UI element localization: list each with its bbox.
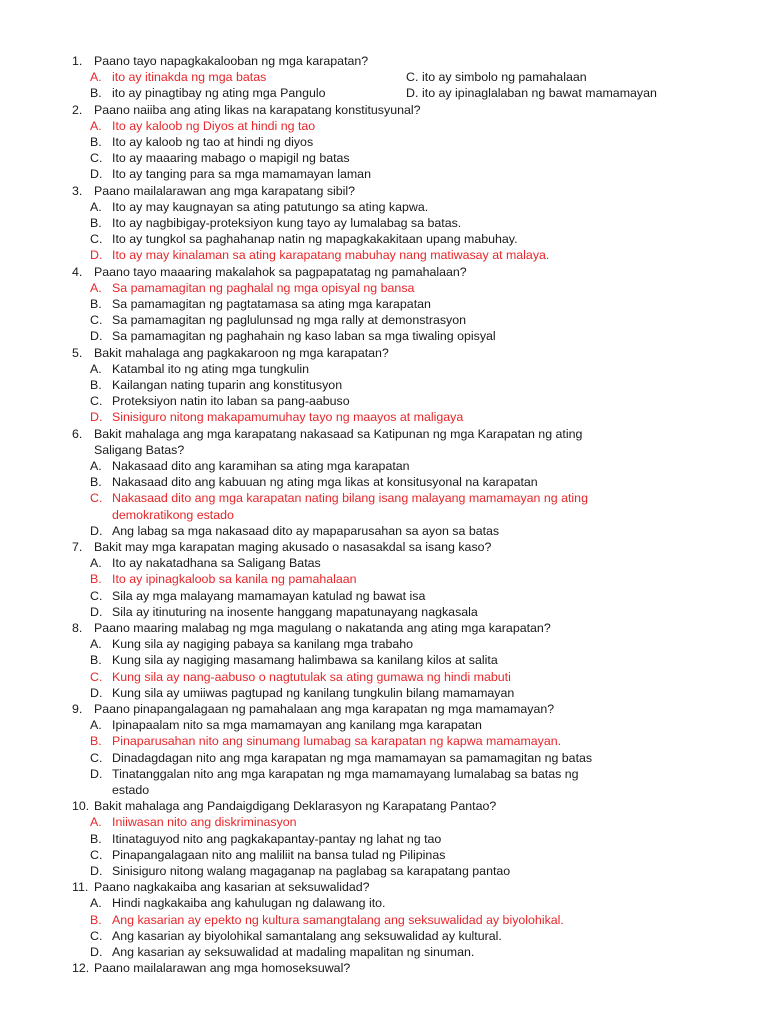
option-text: Katambal ito ng ating mga tungkulin bbox=[112, 361, 309, 376]
option-a bbox=[90, 69, 266, 85]
option-letter: D. bbox=[90, 410, 103, 425]
option-d bbox=[90, 863, 510, 879]
question-text-continued: Saligang Batas? bbox=[94, 442, 185, 457]
option-letter: B. bbox=[90, 378, 102, 392]
option-letter: B. bbox=[90, 734, 102, 749]
option-letter: D. bbox=[90, 864, 103, 878]
question-5 bbox=[72, 345, 389, 361]
option-letter: D. bbox=[90, 945, 103, 959]
question-12 bbox=[72, 960, 350, 976]
option-a bbox=[90, 814, 297, 830]
option-text: Sa pamamagitan ng paglulunsad ng mga rally at demonstrasyon bbox=[112, 313, 467, 328]
option-letter: C. bbox=[90, 588, 103, 603]
option-c bbox=[90, 393, 350, 409]
option-text: Ito ay may kinalaman sa ating karapatang mabuhay nang matiwasay at malaya. bbox=[112, 248, 550, 263]
question-number: 8. bbox=[72, 621, 83, 635]
option-d bbox=[90, 766, 579, 782]
option-letter: A. bbox=[90, 815, 102, 830]
option-text: Sa pamamagitan ng paghalal ng mga opisyal ng bansa bbox=[112, 280, 415, 295]
question-number: 5. bbox=[72, 345, 83, 360]
option-letter: A. bbox=[90, 280, 102, 295]
option-letter: B. bbox=[90, 572, 102, 587]
option-letter: C. bbox=[90, 491, 103, 506]
option-b bbox=[90, 134, 313, 150]
option-text: ito ay simbolo ng pamahalaan bbox=[422, 70, 587, 85]
option-letter: B. bbox=[90, 297, 102, 311]
option-letter: C. bbox=[406, 70, 419, 85]
option-text: Ito ay nakatadhana sa Saligang Batas bbox=[112, 556, 321, 571]
question-number: 9. bbox=[72, 702, 83, 716]
option-c bbox=[90, 669, 511, 685]
option-letter: D. bbox=[90, 523, 103, 538]
option-c bbox=[90, 231, 518, 247]
option-text: Pinaparusahan nito ang sinumang lumabag sa karapatan ng kapwa mamamayan. bbox=[112, 734, 562, 749]
option-letter: C. bbox=[90, 394, 103, 409]
option-letter: A. bbox=[90, 361, 102, 376]
option-a bbox=[90, 895, 386, 911]
option-text: Proteksiyon natin ito laban sa pang-aabuso bbox=[112, 394, 350, 409]
option-text: Sinisiguro nitong makapamumuhay tayo ng maayos at maligaya bbox=[112, 410, 464, 425]
option-d bbox=[90, 409, 463, 425]
option-a bbox=[90, 280, 414, 296]
option-letter: D. bbox=[90, 248, 103, 263]
option-letter: A. bbox=[90, 718, 102, 733]
option-text: ito ay pinagtibay ng ating mga Pangulo bbox=[112, 86, 326, 101]
option-text: Nakasaad dito ang karamihan sa ating mga karapatan bbox=[112, 459, 410, 473]
option-text: Kung sila ay nang-aabuso o nagtutulak sa ating gumawa ng hindi mabuti bbox=[112, 669, 511, 684]
option-b bbox=[90, 912, 564, 928]
option-d bbox=[90, 523, 499, 539]
option-letter: B. bbox=[90, 216, 102, 230]
option-b bbox=[90, 85, 326, 101]
option-text: Itinataguyod nito ang pagkakapantay-pantay ng lahat ng tao bbox=[112, 831, 442, 846]
option-letter: D. bbox=[90, 329, 103, 344]
question-text: Paano pinapangalagaan ng pamahalaan ang mga karapatan ng mga mamamayan? bbox=[94, 702, 555, 716]
option-letter: A. bbox=[90, 199, 102, 214]
option-text: Kung sila ay umiiwas pagtupad ng kanilang tungkulin bilang mamamayan bbox=[112, 685, 515, 700]
option-c bbox=[406, 69, 587, 85]
option-b bbox=[90, 215, 461, 231]
question-3 bbox=[72, 183, 355, 199]
option-c bbox=[90, 750, 592, 766]
question-number: 2. bbox=[72, 102, 83, 117]
option-a bbox=[90, 199, 428, 215]
question-11 bbox=[72, 879, 370, 895]
option-text: Dinadagdagan nito ang mga karapatan ng mga mamamayan sa pamamagitan ng batas bbox=[112, 750, 593, 765]
option-text: Ito ay ipinagkaloob sa kanila ng pamahalaan bbox=[112, 572, 357, 587]
option-text: Iniiwasan nito ang diskriminasyon bbox=[112, 815, 297, 830]
option-letter: C. bbox=[90, 232, 103, 247]
option-text: Ito ay kaloob ng tao at hindi ng diyos bbox=[112, 135, 314, 149]
question-number: 12. bbox=[72, 961, 90, 976]
question-number: 11. bbox=[72, 880, 89, 895]
option-text-continued: estado bbox=[112, 783, 150, 797]
option-b bbox=[90, 652, 498, 668]
option-letter: A. bbox=[90, 896, 102, 911]
option-letter: D. bbox=[406, 86, 419, 101]
question-10 bbox=[72, 798, 496, 814]
option-text: Nakasaad dito ang mga karapatan nating bilang isang malayang mamamayan ng ating bbox=[112, 491, 588, 506]
option-letter: B. bbox=[90, 653, 102, 668]
option-text: Kung sila ay nagiging pabaya sa kanilang mga trabaho bbox=[112, 637, 414, 652]
option-a bbox=[90, 717, 482, 733]
option-letter: D. bbox=[90, 167, 103, 182]
option-letter: B. bbox=[90, 86, 102, 101]
option-c bbox=[90, 847, 445, 863]
question-text: Paano tayo maaaring makalahok sa pagpapatatag ng pamahalaan? bbox=[94, 264, 467, 279]
option-d bbox=[90, 247, 549, 263]
option-letter: A. bbox=[90, 556, 102, 571]
option-d bbox=[406, 85, 657, 101]
option-letter: A. bbox=[90, 637, 102, 652]
option-text: Pinapangalagaan nito ang maliliit na bansa tulad ng Pilipinas bbox=[112, 847, 446, 862]
option-text: Ito ay tungkol sa paghahanap natin ng mapagkakakitaan upang mabuhay. bbox=[112, 232, 518, 247]
question-text: Bakit may mga karapatan maging akusado o nasasakdal sa isang kaso? bbox=[94, 540, 492, 554]
question-7 bbox=[72, 539, 491, 555]
option-c bbox=[90, 588, 425, 604]
option-text: Ito ay nagbibigay-proteksiyon kung tayo ay lumalabag sa batas. bbox=[112, 216, 462, 230]
option-letter: C. bbox=[90, 669, 103, 684]
option-b bbox=[90, 377, 342, 393]
option-text: Tinatanggalan nito ang mga karapatan ng mga mamamayang lumalabag sa batas ng bbox=[112, 766, 579, 781]
option-text: Sa pamamagitan ng pagtatamasa sa ating mga karapatan bbox=[112, 297, 431, 311]
option-a bbox=[90, 458, 410, 474]
question-8 bbox=[72, 620, 551, 636]
option-letter: D. bbox=[90, 766, 103, 781]
option-c bbox=[90, 928, 502, 944]
option-a bbox=[90, 361, 309, 377]
option-a bbox=[90, 555, 321, 571]
option-text: Ang kasarian ay epekto ng kultura samangtalang ang seksuwalidad ay biyolohikal. bbox=[112, 912, 564, 927]
option-text: ito ay itinakda ng mga batas bbox=[112, 70, 267, 85]
question-number: 1. bbox=[72, 54, 83, 68]
option-text: Kung sila ay nagiging masamang halimbawa sa kanilang kilos at salita bbox=[112, 653, 498, 668]
option-letter: B. bbox=[90, 912, 102, 927]
question-number: 10. bbox=[72, 799, 90, 814]
option-letter: B. bbox=[90, 135, 102, 149]
question-text: Bakit mahalaga ang pagkakaroon ng mga karapatan? bbox=[94, 345, 389, 360]
option-d bbox=[90, 328, 496, 344]
option-a bbox=[90, 636, 413, 652]
option-letter: D. bbox=[90, 604, 103, 619]
question-9 bbox=[72, 701, 554, 717]
option-d bbox=[90, 604, 478, 620]
option-text: Ito ay maaaring mabago o mapigil ng batas bbox=[112, 151, 350, 166]
option-letter: A. bbox=[90, 118, 102, 133]
option-text: Sila ay mga malayang mamamayan katulad ng bawat isa bbox=[112, 588, 426, 603]
option-text: Ito ay kaloob ng Diyos at hindi ng tao bbox=[112, 118, 316, 133]
option-d bbox=[90, 166, 371, 182]
option-text: Ang labag sa mga nakasaad dito ay mapaparusahan sa ayon sa batas bbox=[112, 523, 500, 538]
option-text: Ang kasarian ay seksuwalidad at madaling mapalitan ng sinuman. bbox=[112, 945, 475, 959]
option-text: Ang kasarian ay biyolohikal samantalang ang seksuwalidad ay kultural. bbox=[112, 928, 502, 943]
option-a bbox=[90, 118, 315, 134]
question-text: Bakit mahalaga ang mga karapatang nakasaad sa Katipunan ng mga Karapatan ng ating bbox=[94, 426, 583, 441]
option-b bbox=[90, 733, 561, 749]
question-number: 3. bbox=[72, 183, 83, 198]
option-text: Nakasaad dito ang kabuuan ng ating mga likas at konsitusyonal na karapatan bbox=[112, 475, 538, 490]
option-b bbox=[90, 474, 538, 490]
option-letter: C. bbox=[90, 313, 103, 328]
option-letter: B. bbox=[90, 475, 102, 490]
option-text: Sinisiguro nitong walang magaganap na paglabag sa karapatang pantao bbox=[112, 864, 511, 878]
question-text: Paano tayo napagkakalooban ng mga karapatan? bbox=[94, 54, 369, 68]
question-number: 7. bbox=[72, 540, 83, 554]
question-number: 6. bbox=[72, 426, 83, 441]
option-text: Sila ay itinuturing na inosente hanggang mapatunayang nagkasala bbox=[112, 604, 478, 619]
question-text: Paano naiiba ang ating likas na karapatang konstitusyunal? bbox=[94, 102, 421, 117]
option-b bbox=[90, 831, 441, 847]
option-text: Ito ay tanging para sa mga mamamayan laman bbox=[112, 167, 371, 182]
question-text: Paano mailalarawan ang mga homoseksuwal? bbox=[94, 961, 351, 976]
option-text: Sa pamamagitan ng paghahain ng kaso laban sa mga tiwaling opisyal bbox=[112, 329, 496, 344]
option-letter: B. bbox=[90, 831, 102, 846]
option-b bbox=[90, 296, 431, 312]
option-text: Ipinapaalam nito sa mga mamamayan ang kanilang mga karapatan bbox=[112, 718, 482, 733]
option-d bbox=[90, 685, 514, 701]
question-6 bbox=[72, 426, 582, 442]
option-c bbox=[90, 150, 350, 166]
option-d bbox=[90, 944, 474, 960]
question-text: Bakit mahalaga ang Pandaigdigang Deklarasyon ng Karapatang Pantao? bbox=[94, 799, 497, 814]
question-2 bbox=[72, 102, 421, 118]
question-text: Paano mailalarawan ang mga karapatang sibil? bbox=[94, 183, 356, 198]
question-number: 4. bbox=[72, 264, 83, 279]
option-text-continued: demokratikong estado bbox=[112, 507, 234, 522]
option-text: Kailangan nating tuparin ang konstitusyon bbox=[112, 378, 343, 392]
option-text: Hindi nagkakaiba ang kahulugan ng dalawang ito. bbox=[112, 896, 386, 911]
option-c bbox=[90, 312, 466, 328]
option-letter: A. bbox=[90, 70, 102, 85]
question-1 bbox=[72, 53, 368, 69]
option-letter: C. bbox=[90, 750, 103, 765]
question-4 bbox=[72, 264, 467, 280]
question-text: Paano maaring malabag ng mga magulang o nakatanda ang ating mga karapatan? bbox=[94, 621, 551, 635]
option-text: Ito ay may kaugnayan sa ating patutungo sa ating kapwa. bbox=[112, 199, 429, 214]
option-letter: A. bbox=[90, 459, 102, 473]
option-letter: C. bbox=[90, 151, 103, 166]
option-text: ito ay ipinaglalaban ng bawat mamamayan bbox=[422, 86, 657, 101]
option-b bbox=[90, 571, 357, 587]
option-letter: D. bbox=[90, 685, 103, 700]
option-c bbox=[90, 490, 588, 506]
question-text: Paano nagkakaiba ang kasarian at seksuwalidad? bbox=[94, 880, 370, 895]
option-letter: C. bbox=[90, 847, 103, 862]
option-letter: C. bbox=[90, 928, 103, 943]
